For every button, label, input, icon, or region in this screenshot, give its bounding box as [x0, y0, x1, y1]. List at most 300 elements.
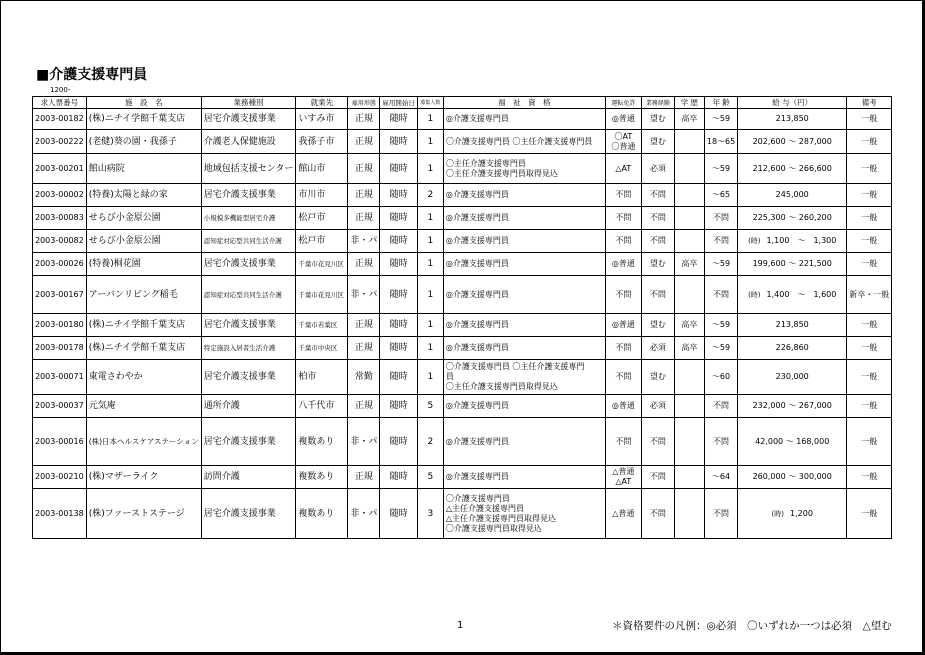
- license-line: 不問: [615, 372, 632, 381]
- cell-count: 1: [417, 360, 443, 395]
- cell-employment: 正規: [348, 337, 380, 360]
- cell-qualification: [443, 207, 605, 230]
- salary-value: 213,850: [775, 114, 809, 123]
- cell-education: [674, 466, 704, 489]
- cell-education: 高卒: [674, 109, 704, 130]
- cell-education: 高卒: [674, 253, 704, 276]
- cell-experience: 不問: [641, 489, 674, 539]
- license-line: 不問: [615, 213, 632, 222]
- cell-qualification: [443, 230, 605, 253]
- cell-job-id: 2003-00016: [33, 418, 87, 466]
- license-line: 〇AT: [614, 131, 633, 141]
- cell-salary: [738, 489, 847, 539]
- header-salary: 給 与（円）: [738, 97, 847, 109]
- salary-value: 230,000: [775, 372, 809, 381]
- salary-unit-hourly: (時): [748, 237, 761, 245]
- cell-education: [674, 130, 704, 154]
- cell-business: 居宅介護支援事業: [201, 418, 296, 466]
- cell-facility: せらび小金原公園: [86, 230, 201, 253]
- page-title: ■介護支援専門員: [36, 67, 148, 83]
- cell-age: ～65: [704, 184, 737, 207]
- cell-business: 居宅介護支援事業: [201, 489, 296, 539]
- cell-business: 特定施設入居者生活介護: [201, 337, 296, 360]
- qualification-line: ◎介護支援専門員: [445, 289, 509, 299]
- table-row: [33, 395, 892, 418]
- cell-business: 認知症対応型共同生活介護: [201, 276, 296, 314]
- header-license: 運転免許: [605, 97, 641, 109]
- cell-count: 1: [417, 337, 443, 360]
- cell-experience: 必須: [641, 395, 674, 418]
- table-row: [33, 314, 892, 337]
- cell-experience: 不問: [641, 466, 674, 489]
- cell-education: [674, 230, 704, 253]
- cell-experience: 望む: [641, 360, 674, 395]
- cell-business: 居宅介護支援事業: [201, 314, 296, 337]
- cell-employment: 正規: [348, 314, 380, 337]
- qualification-line: ◎介護支援専門員: [445, 320, 509, 329]
- cell-count: 1: [417, 276, 443, 314]
- table-row: [33, 130, 892, 154]
- cell-count: 2: [417, 184, 443, 207]
- table-row: [33, 154, 892, 184]
- cell-employment: 正規: [348, 253, 380, 276]
- cell-count: 1: [417, 130, 443, 154]
- cell-job-id: 2003-00082: [33, 230, 87, 253]
- cell-notes: 一般: [847, 230, 892, 253]
- cell-license: [605, 130, 641, 154]
- license-line: △AT: [615, 477, 632, 486]
- salary-value: 1,200: [790, 508, 813, 518]
- qualification-line: ◎介護支援専門員: [445, 436, 509, 446]
- cell-salary: [738, 395, 847, 418]
- cell-age: 不問: [704, 395, 737, 418]
- cell-age: ～60: [704, 360, 737, 395]
- table-row: [33, 184, 892, 207]
- cell-start-date: 随時: [380, 154, 418, 184]
- cell-employment: 非・パ: [348, 276, 380, 314]
- cell-job-id: 2003-00210: [33, 466, 87, 489]
- cell-employment: 正規: [348, 395, 380, 418]
- cell-experience: 不問: [641, 230, 674, 253]
- cell-start-date: 随時: [380, 109, 418, 130]
- cell-business: 訪問介護: [201, 466, 296, 489]
- cell-education: 高卒: [674, 337, 704, 360]
- cell-age: ～59: [704, 253, 737, 276]
- salary-value: 225,300 ～ 260,200: [752, 213, 832, 222]
- cell-notes: 一般: [847, 395, 892, 418]
- cell-business: 認知症対応型共同生活介護: [201, 230, 296, 253]
- cell-count: 1: [417, 109, 443, 130]
- cell-salary: [738, 360, 847, 395]
- qualification-legend: ＊資格要件の凡例：◎必須 〇いずれか一つは必須 △望む: [612, 620, 892, 632]
- cell-notes: 一般: [847, 207, 892, 230]
- cell-count: 3: [417, 489, 443, 539]
- cell-count: 1: [417, 230, 443, 253]
- salary-value: 42,000 ～ 168,000: [755, 436, 830, 446]
- qualification-line: 〇主任介護支援専門員: [445, 158, 526, 168]
- salary-value: 226,860: [775, 343, 809, 352]
- qualification-line: 〇介護支援専門員: [445, 493, 510, 503]
- cell-license: [605, 360, 641, 395]
- cell-qualification: [443, 253, 605, 276]
- cell-facility: アーバンリビング稲毛: [86, 276, 201, 314]
- salary-value: 1,400 ～ 1,600: [766, 289, 837, 299]
- cell-job-id: 2003-00182: [33, 109, 87, 130]
- cell-job-id: 2003-00083: [33, 207, 87, 230]
- cell-education: [674, 360, 704, 395]
- cell-location: 複数あり: [296, 418, 348, 466]
- qualification-line: 〇介護支援専門員取得見込: [445, 523, 542, 533]
- cell-location: 千葉市若葉区: [296, 314, 348, 337]
- cell-age: ～64: [704, 466, 737, 489]
- license-line: △普通: [612, 467, 635, 476]
- cell-start-date: 随時: [380, 230, 418, 253]
- cell-employment: 非・パ: [348, 418, 380, 466]
- cell-start-date: 随時: [380, 276, 418, 314]
- cell-age: ～59: [704, 314, 737, 337]
- cell-experience: 必須: [641, 154, 674, 184]
- cell-age: ～59: [704, 154, 737, 184]
- cell-experience: 不問: [641, 418, 674, 466]
- cell-location: 松戸市: [296, 207, 348, 230]
- license-line: 不問: [615, 289, 632, 299]
- cell-start-date: 随時: [380, 314, 418, 337]
- cell-location: 市川市: [296, 184, 348, 207]
- header-id: 求人票番号: [33, 97, 87, 109]
- cell-location: 柏市: [296, 360, 348, 395]
- cell-location: 千葉市花見川区: [296, 276, 348, 314]
- qualification-line: ◎介護支援専門員: [445, 236, 509, 245]
- cell-start-date: 随時: [380, 130, 418, 154]
- cell-employment: 正規: [348, 109, 380, 130]
- cell-notes: 一般: [847, 489, 892, 539]
- license-line: △AT: [615, 163, 632, 173]
- cell-license: [605, 489, 641, 539]
- cell-business: 居宅介護支援事業: [201, 109, 296, 130]
- cell-notes: 一般: [847, 154, 892, 184]
- cell-education: [674, 395, 704, 418]
- license-line: 不問: [615, 436, 632, 446]
- qualification-line: ◎介護支援専門員: [445, 401, 509, 410]
- cell-start-date: 随時: [380, 184, 418, 207]
- salary-value: 1,100 ～ 1,300: [766, 236, 837, 245]
- cell-qualification: [443, 154, 605, 184]
- table-header-row: [33, 97, 892, 109]
- cell-education: [674, 207, 704, 230]
- cell-location: 松戸市: [296, 230, 348, 253]
- cell-start-date: 随時: [380, 466, 418, 489]
- cell-start-date: 随時: [380, 395, 418, 418]
- cell-notes: 一般: [847, 418, 892, 466]
- cell-start-date: 随時: [380, 360, 418, 395]
- table-row: [33, 109, 892, 130]
- cell-license: [605, 418, 641, 466]
- cell-count: 5: [417, 395, 443, 418]
- cell-employment: 正規: [348, 130, 380, 154]
- cell-license: [605, 466, 641, 489]
- cell-job-id: 2003-00071: [33, 360, 87, 395]
- table-row: [33, 489, 892, 539]
- cell-notes: 一般: [847, 253, 892, 276]
- header-age: 年 齢: [704, 97, 737, 109]
- cell-location: 館山市: [296, 154, 348, 184]
- cell-count: 1: [417, 207, 443, 230]
- salary-unit-hourly: (時): [748, 290, 761, 299]
- qualification-line: ◎介護支援専門員: [445, 259, 509, 268]
- cell-license: [605, 207, 641, 230]
- salary-value: 202,600 ～ 287,000: [752, 136, 832, 146]
- cell-job-id: 2003-00180: [33, 314, 87, 337]
- table-row: [33, 207, 892, 230]
- cell-license: [605, 395, 641, 418]
- qualification-line: ◎介護支援専門員: [445, 213, 509, 222]
- cell-license: [605, 154, 641, 184]
- cell-location: 我孫子市: [296, 130, 348, 154]
- cell-facility: (株)ファーストステージ: [86, 489, 201, 539]
- cell-job-id: 2003-00002: [33, 184, 87, 207]
- cell-facility: 館山病院: [86, 154, 201, 184]
- cell-age: 不問: [704, 276, 737, 314]
- cell-salary: [738, 184, 847, 207]
- cell-count: 1: [417, 253, 443, 276]
- cell-qualification: [443, 184, 605, 207]
- qualification-line: △主任介護支援専門員: [445, 503, 525, 513]
- cell-education: [674, 276, 704, 314]
- cell-facility: (特養)桐花園: [86, 253, 201, 276]
- cell-facility: せらび小金原公園: [86, 207, 201, 230]
- cell-experience: 不問: [641, 276, 674, 314]
- cell-business: 地域包括支援センター: [201, 154, 296, 184]
- cell-notes: 一般: [847, 109, 892, 130]
- header-employment: 雇用形態: [348, 97, 380, 109]
- header-count: 募集人数: [417, 97, 443, 109]
- cell-notes: 一般: [847, 184, 892, 207]
- cell-salary: [738, 154, 847, 184]
- qualification-line: 〇主任介護支援専門員取得見込: [445, 168, 558, 178]
- cell-license: [605, 276, 641, 314]
- cell-license: [605, 109, 641, 130]
- header-facility: 施 設 名: [86, 97, 201, 109]
- qualification-line: ◎介護支援専門員: [445, 472, 509, 481]
- license-line: ◎普通: [611, 401, 635, 410]
- table-row: [33, 230, 892, 253]
- salary-unit-hourly: (時): [771, 509, 784, 518]
- category-code: 1200-: [50, 86, 71, 94]
- cell-experience: 不問: [641, 207, 674, 230]
- cell-education: [674, 489, 704, 539]
- cell-business: 居宅介護支援事業: [201, 360, 296, 395]
- cell-business: 居宅介護支援事業: [201, 184, 296, 207]
- cell-job-id: 2003-00026: [33, 253, 87, 276]
- cell-education: [674, 154, 704, 184]
- cell-notes: 一般: [847, 360, 892, 395]
- qualification-line: ◎介護支援専門員: [445, 343, 509, 352]
- cell-employment: 正規: [348, 466, 380, 489]
- cell-job-id: 2003-00178: [33, 337, 87, 360]
- qualification-line: 〇主任介護支援専門員取得見込: [445, 382, 558, 391]
- cell-salary: [738, 466, 847, 489]
- cell-age: 不問: [704, 489, 737, 539]
- cell-count: 1: [417, 314, 443, 337]
- job-listing-table: [32, 96, 892, 539]
- cell-job-id: 2003-00222: [33, 130, 87, 154]
- cell-start-date: 随時: [380, 418, 418, 466]
- header-business: 業務種別: [201, 97, 296, 109]
- cell-salary: [738, 253, 847, 276]
- cell-experience: 望む: [641, 109, 674, 130]
- cell-count: 2: [417, 418, 443, 466]
- cell-notes: 一般: [847, 466, 892, 489]
- cell-experience: 望む: [641, 253, 674, 276]
- cell-notes: 一般: [847, 337, 892, 360]
- qualification-line: 〇介護支援専門員 〇主任介護支援専門員: [445, 136, 593, 146]
- cell-license: [605, 337, 641, 360]
- qualification-line: 〇介護支援専門員 〇主任介護支援専門: [445, 362, 585, 371]
- cell-experience: 望む: [641, 130, 674, 154]
- cell-age: ～59: [704, 337, 737, 360]
- license-line: ◎普通: [611, 259, 635, 268]
- cell-facility: (株)ニチイ学館千葉支店: [86, 337, 201, 360]
- table-row: [33, 337, 892, 360]
- cell-notes: 一般: [847, 130, 892, 154]
- page-number: 1: [457, 620, 464, 631]
- cell-education: [674, 418, 704, 466]
- cell-start-date: 随時: [380, 489, 418, 539]
- cell-count: 5: [417, 466, 443, 489]
- salary-value: 199,600 ～ 221,500: [752, 259, 832, 268]
- cell-qualification: [443, 130, 605, 154]
- cell-start-date: 随時: [380, 207, 418, 230]
- cell-salary: [738, 230, 847, 253]
- cell-qualification: [443, 276, 605, 314]
- table-row: [33, 466, 892, 489]
- license-line: 不問: [615, 236, 632, 245]
- qualification-line: ◎介護支援専門員: [445, 190, 509, 199]
- cell-facility: (株)日本ヘルスケアステーション: [86, 418, 201, 466]
- cell-age: 不問: [704, 230, 737, 253]
- qualification-line: 員: [445, 372, 454, 381]
- header-education: 学 歴: [674, 97, 704, 109]
- salary-value: 212,600 ～ 266,600: [752, 163, 832, 173]
- cell-location: いすみ市: [296, 109, 348, 130]
- cell-salary: [738, 418, 847, 466]
- qualification-line: △主任介護支援専門員取得見込: [445, 513, 557, 523]
- cell-notes: 一般: [847, 314, 892, 337]
- cell-experience: 必須: [641, 337, 674, 360]
- salary-value: 245,000: [775, 190, 809, 199]
- cell-location: 千葉市花見川区: [296, 253, 348, 276]
- header-experience: 業務経験: [641, 97, 674, 109]
- header-notes: 備考: [847, 97, 892, 109]
- cell-business: 居宅介護支援事業: [201, 253, 296, 276]
- cell-job-id: 2003-00138: [33, 489, 87, 539]
- cell-count: 1: [417, 154, 443, 184]
- cell-facility: (老健)葵の園・我孫子: [86, 130, 201, 154]
- cell-facility: (株)ニチイ学館千葉支店: [86, 314, 201, 337]
- cell-salary: [738, 337, 847, 360]
- cell-age: 不問: [704, 418, 737, 466]
- cell-employment: 非・パ: [348, 489, 380, 539]
- cell-job-id: 2003-00167: [33, 276, 87, 314]
- cell-location: 千葉市中央区: [296, 337, 348, 360]
- cell-business: 通所介護: [201, 395, 296, 418]
- cell-age: 不問: [704, 207, 737, 230]
- cell-employment: 正規: [348, 184, 380, 207]
- cell-qualification: [443, 360, 605, 395]
- cell-qualification: [443, 418, 605, 466]
- cell-license: [605, 253, 641, 276]
- table-row: [33, 360, 892, 395]
- license-line: 〇普通: [611, 141, 636, 151]
- header-start: 雇用開始日: [380, 97, 418, 109]
- cell-qualification: [443, 314, 605, 337]
- cell-education: [674, 184, 704, 207]
- cell-license: [605, 314, 641, 337]
- license-line: ◎普通: [611, 114, 635, 123]
- cell-age: 18～65: [704, 130, 737, 154]
- table-row: [33, 418, 892, 466]
- table-row: [33, 253, 892, 276]
- cell-salary: [738, 109, 847, 130]
- license-line: 不問: [615, 343, 632, 352]
- table-body: [33, 109, 892, 539]
- cell-salary: [738, 130, 847, 154]
- cell-qualification: [443, 489, 605, 539]
- cell-education: 高卒: [674, 314, 704, 337]
- cell-facility: (特養)太陽と緑の家: [86, 184, 201, 207]
- cell-business: 介護老人保健施設: [201, 130, 296, 154]
- cell-qualification: [443, 337, 605, 360]
- cell-facility: 元気庵: [86, 395, 201, 418]
- cell-qualification: [443, 466, 605, 489]
- salary-value: 260,000 ～ 300,000: [752, 472, 832, 481]
- license-line: 不問: [615, 190, 632, 199]
- cell-employment: 正規: [348, 207, 380, 230]
- cell-experience: 不問: [641, 184, 674, 207]
- cell-experience: 望む: [641, 314, 674, 337]
- cell-location: 八千代市: [296, 395, 348, 418]
- cell-license: [605, 230, 641, 253]
- cell-qualification: [443, 395, 605, 418]
- header-location: 就業先: [296, 97, 348, 109]
- cell-business: 小規模多機能型居宅介護: [201, 207, 296, 230]
- header-qualification: 福 祉 資 格: [443, 97, 605, 109]
- cell-employment: 正規: [348, 154, 380, 184]
- salary-value: 232,000 ～ 267,000: [752, 401, 832, 410]
- cell-facility: (株)ニチイ学館千葉支店: [86, 109, 201, 130]
- cell-facility: (株)マザーライク: [86, 466, 201, 489]
- qualification-line: ◎介護支援専門員: [445, 114, 509, 123]
- cell-start-date: 随時: [380, 337, 418, 360]
- cell-location: 複数あり: [296, 466, 348, 489]
- cell-facility: 東電さわやか: [86, 360, 201, 395]
- cell-employment: 非・パ: [348, 230, 380, 253]
- cell-start-date: 随時: [380, 253, 418, 276]
- cell-salary: [738, 314, 847, 337]
- cell-qualification: [443, 109, 605, 130]
- cell-notes: 新卒・一般: [847, 276, 892, 314]
- cell-salary: [738, 207, 847, 230]
- license-line: △普通: [612, 508, 635, 518]
- cell-job-id: 2003-00037: [33, 395, 87, 418]
- cell-employment: 常勤: [348, 360, 380, 395]
- salary-value: 213,850: [775, 320, 809, 329]
- table-row: [33, 276, 892, 314]
- cell-age: ～59: [704, 109, 737, 130]
- cell-license: [605, 184, 641, 207]
- cell-location: 複数あり: [296, 489, 348, 539]
- license-line: ◎普通: [611, 320, 635, 329]
